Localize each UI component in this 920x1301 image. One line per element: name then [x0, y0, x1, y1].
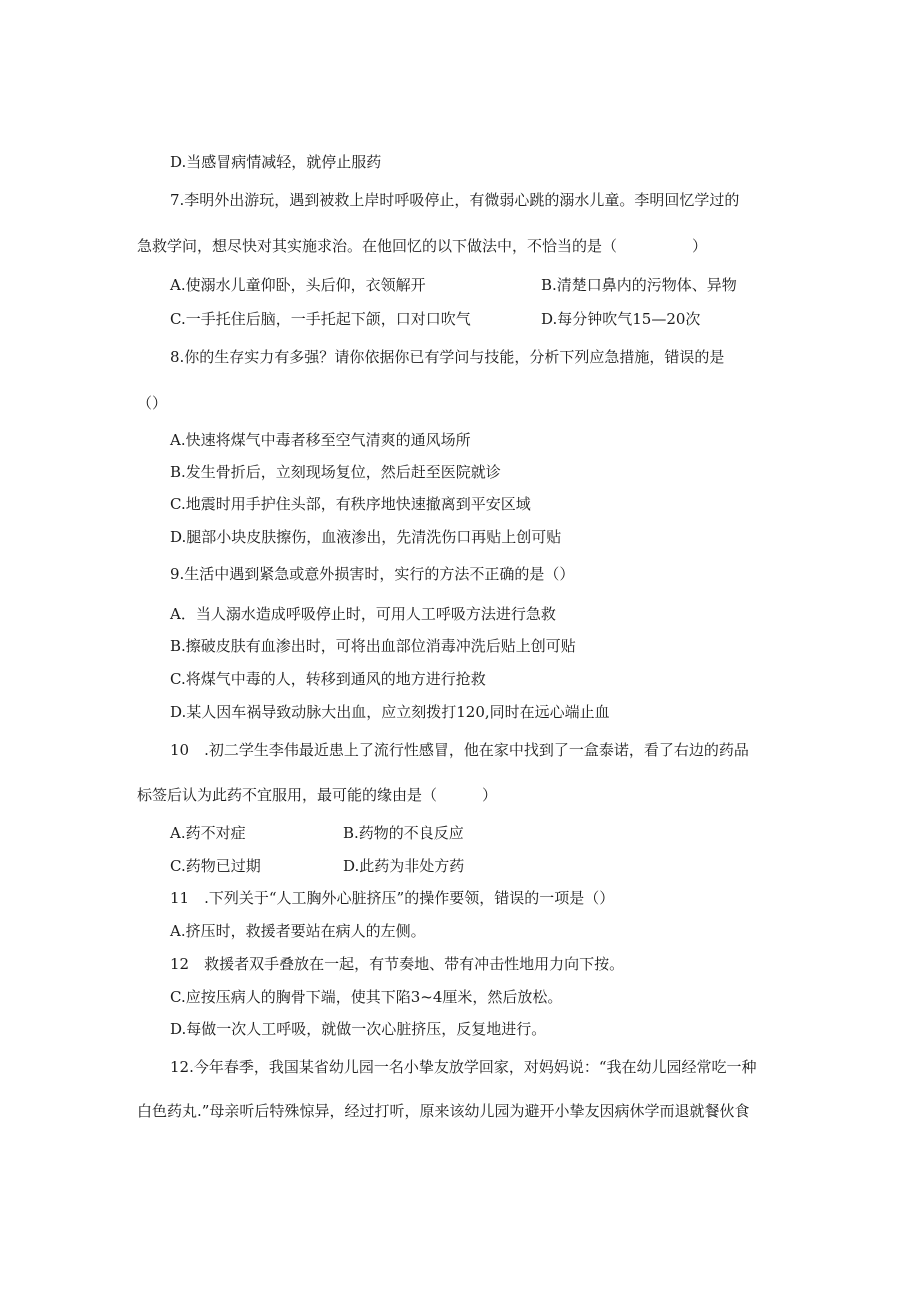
q10-option-a: A.药不对症 — [170, 824, 246, 842]
q7-option-a: A.使溺水儿童仰卧，头后仰，衣领解开 — [170, 276, 426, 294]
q10-option-c: C.药物已过期 — [170, 857, 261, 875]
q9-stem: 9.生活中遇到紧急或意外损害时，实行的方法不正确的是（） — [170, 565, 575, 583]
q8-option-c: C.地震时用手护住头部，有秩序地快速撤离到平安区域 — [170, 495, 531, 513]
q8-option-a: A.快速将煤气中毒者移至空气清爽的通风场所 — [170, 431, 471, 449]
q8-stem-line1: 8.你的生存实力有多强？请你依据你已有学问与技能，分析下列应急措施，错误的是 — [170, 348, 725, 366]
q11-option-d: D.每做一次人工呼吸，就做一次心脏挤压，反复地进行。 — [170, 1020, 547, 1038]
q9-option-c: C.将煤气中毒的人，转移到通风的地方进行抢救 — [170, 670, 486, 688]
q8-option-d: D.腿部小块皮肤擦伤，血液渗出，先清洗伤口再贴上创可贴 — [170, 528, 562, 546]
q7-stem-line2: 急救学问，想尽快对其实施求治。在他回忆的以下做法中，不恰当的是（ ） — [137, 237, 708, 255]
q9-option-a: A．当人溺水造成呼吸停止时，可用人工呼吸方法进行急救 — [170, 605, 556, 623]
q10-option-d: D.此药为非处方药 — [343, 857, 465, 875]
q7-option-b: B.清楚口鼻内的污物体、异物 — [541, 276, 737, 294]
q9-option-d: D.某人因车祸导致动脉大出血，应立刻拨打120,同时在远心端止血 — [170, 703, 610, 721]
q10-stem-line2: 标签后认为此药不宜服用，最可能的缘由是（ ） — [137, 786, 498, 804]
q10-stem-line1: 10 .初二学生李伟最近患上了流行性感冒，他在家中找到了一盒泰诺，看了右边的药品 — [170, 741, 749, 759]
q7-option-d: D.每分钟吹气15—20次 — [541, 310, 701, 328]
q9-option-b: B.擦破皮肤有血渗出时，可将出血部位消毒冲洗后贴上创可贴 — [170, 637, 576, 655]
q11-stem: 11 .下列关于“人工胸外心脏挤压”的操作要领，错误的一项是（） — [170, 889, 615, 907]
q8-option-b: B.发生骨折后，立刻现场复位，然后赶至医院就诊 — [170, 463, 501, 481]
q8-stem-line2: （） — [137, 394, 168, 412]
q7-stem-line1: 7.李明外出游玩，遇到被救上岸时呼吸停止，有微弱心跳的溺水儿童。李明回忆学过的 — [170, 191, 740, 209]
q6-option-d: D.当感冒病情减轻，就停止服药 — [170, 153, 382, 171]
q12-stem-line2: 白色药丸.”母亲听后特殊惊异，经过打听，原来该幼儿园为避开小挚友因病休学而退就餐伙食 — [137, 1102, 750, 1120]
q12-stem-line1: 12.今年春季，我国某省幼儿园一名小挚友放学回家，对妈妈说：“我在幼儿园经常吃一种 — [170, 1058, 757, 1076]
q11-option-b: 12 救援者双手叠放在一起，有节奏地、带有冲击性地用力向下按。 — [170, 955, 625, 973]
q7-option-c: C.一手托住后脑，一手托起下颌，口对口吹气 — [170, 310, 471, 328]
q11-option-a: A.挤压时，救援者要站在病人的左侧。 — [170, 922, 426, 940]
q10-option-b: B.药物的不良反应 — [343, 824, 464, 842]
q11-option-c: C.应按压病人的胸骨下端，使其下陷3~4厘米，然后放松。 — [170, 988, 563, 1006]
